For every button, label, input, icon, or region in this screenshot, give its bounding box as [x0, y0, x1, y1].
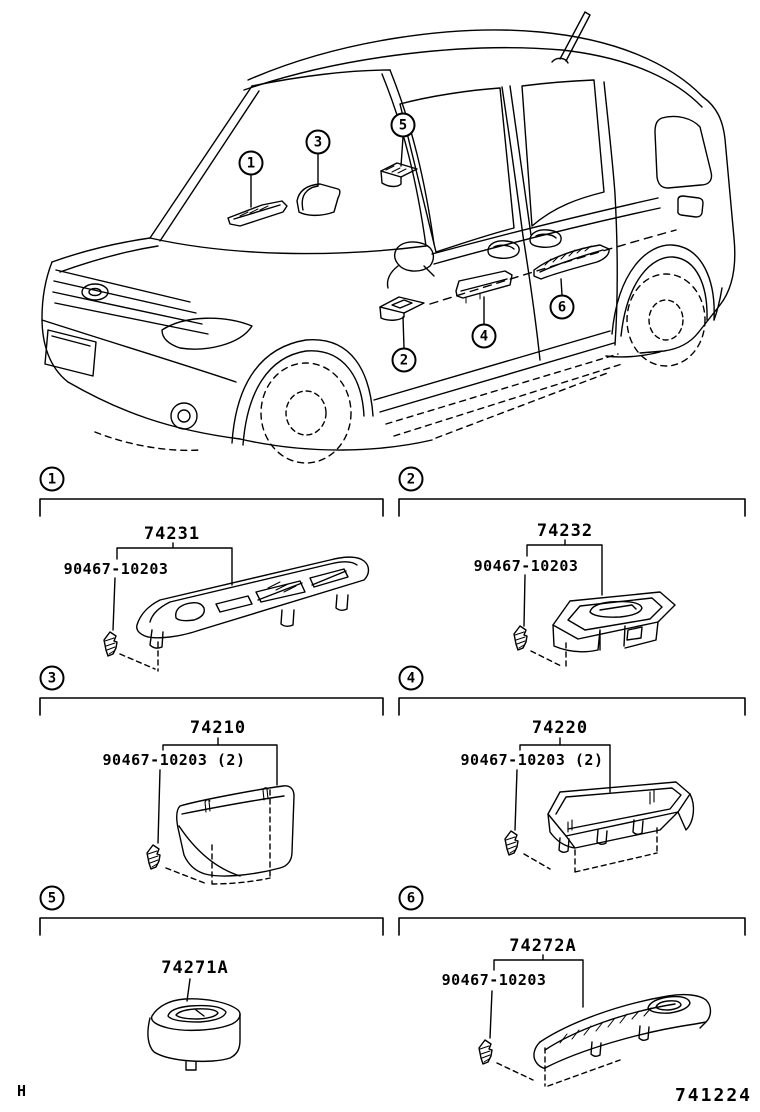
fastener-label-1: 90467-10203: [63, 560, 169, 578]
vehicle-callout-4-label: 4: [479, 328, 489, 344]
vehicle-callout-5-label: 5: [398, 117, 408, 133]
vehicle-callout-6: [550, 295, 575, 320]
section-6-callout-label: 6: [406, 890, 416, 906]
part-number-label-4: 74220: [531, 718, 589, 738]
section-2-callout: [399, 467, 424, 492]
vehicle-illustration: [42, 12, 735, 463]
section-6-callout: [399, 886, 424, 911]
vehicle-callout-3-label: 3: [313, 134, 323, 150]
figure-number: 741224: [674, 1085, 752, 1106]
vehicle-callout-1-label: 1: [246, 155, 256, 171]
section-5-callout-label: 5: [47, 890, 57, 906]
vehicle-part-74272A: [534, 245, 609, 279]
section-2-callout-label: 2: [406, 471, 416, 487]
fastener-label-2: 90467-10203: [473, 557, 579, 575]
fastener-label-4: 90467-10203 (2): [460, 751, 604, 769]
section-4-callout: [399, 666, 424, 691]
part-number-label-5: 74271A: [161, 958, 229, 978]
vehicle-callout-2: [392, 348, 417, 373]
section-1-callout-label: 1: [47, 471, 57, 487]
section-5-callout: [40, 886, 65, 911]
vehicle-part-74231: [228, 201, 287, 226]
part-number-label-3: 74210: [189, 718, 247, 738]
vehicle-part-74232: [380, 297, 424, 320]
section-3-callout-label: 3: [47, 670, 57, 686]
vehicle-callout-5: [391, 113, 416, 138]
section-4-callout-label: 4: [406, 670, 416, 686]
section-3-callout: [40, 666, 65, 691]
page-code: H: [17, 1082, 27, 1100]
part-number-label-2: 74232: [536, 521, 594, 541]
part-number-label-1: 74231: [143, 524, 201, 544]
vehicle-callout-1: [239, 151, 264, 176]
vehicle-callout-3: [306, 130, 331, 155]
section-1-callout: [40, 467, 65, 492]
fastener-label-6: 90467-10203: [441, 971, 547, 989]
vehicle-callout-4: [472, 324, 497, 349]
vehicle-callout-2-label: 2: [399, 352, 409, 368]
section-5-drawing: [148, 979, 240, 1070]
part-number-label-6: 74272A: [509, 936, 577, 956]
vehicle-callout-6-label: 6: [557, 299, 567, 315]
vehicle-part-74210: [297, 184, 340, 215]
fastener-label-3: 90467-10203 (2): [102, 751, 246, 769]
